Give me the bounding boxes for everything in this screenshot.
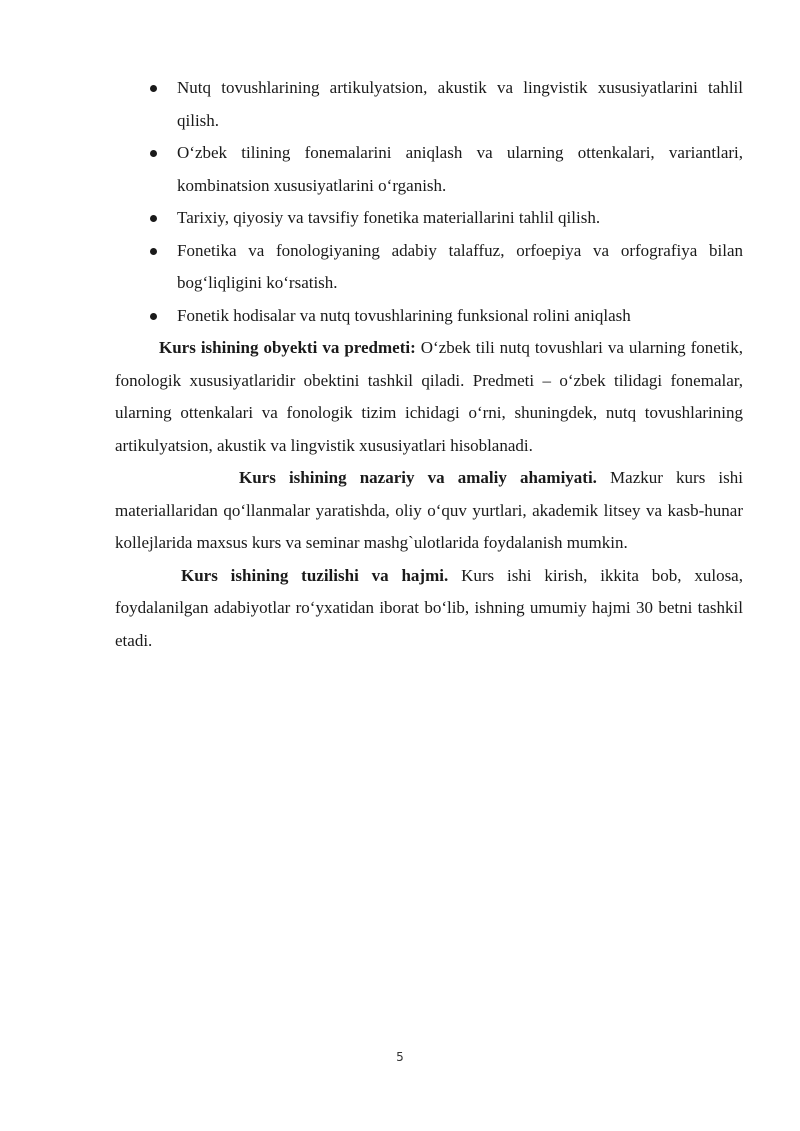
list-item-text: O‘zbek tilining fonemalarini aniqlash va ularning ottenkalari, variantlari, kombinatsion xususiyatlarini o‘rganish. — [177, 143, 743, 195]
list-item — [115, 300, 743, 333]
list-item-text: Fonetik hodisalar va nutq tovushlarining funksional rolini aniqlash — [177, 305, 631, 325]
bullet-icon — [150, 150, 157, 157]
structure-paragraph — [115, 560, 743, 658]
list-item-text: Fonetika va fonologiyaning adabiy talaffuz, orfoepiya va orfografiya bilan bog‘liqligini ko‘rsatish. — [177, 240, 743, 292]
object-text: O‘zbek tili nutq tovushlari va ularning fonetik, fonologik xususiyatlaridir obektini tashkil qiladi. Predmeti – o‘zbek tilidagi fonemalar, ularning ottenkalari va fonologik tizim ichidagi o‘rni, shuningdek, nutq tovushlarining artikulyatsion, akustik va lingvistik xususiyatlari hisoblanadi. — [115, 338, 743, 455]
bullet-icon — [150, 85, 157, 92]
significance-text: Mazkur kurs ishi materiallaridan qo‘llanmalar yaratishda, oliy o‘quv yurtlari, akademik litsey va kasb-hunar kollejlarida maxsus kurs va seminar mashg`ulotlarida foydalanish mumkin. — [115, 468, 743, 552]
significance-paragraph — [115, 462, 743, 560]
bullet-icon — [150, 215, 157, 222]
object-heading: Kurs ishining obyekti va predmeti: — [159, 338, 416, 357]
structure-heading: Kurs ishining tuzilishi va hajmi. — [181, 565, 449, 585]
list-item-text: Tarixiy, qiyosiy va tavsifiy fonetika materiallarini tahlil qilish. — [177, 208, 601, 227]
list-item — [115, 202, 743, 235]
structure-text: Kurs ishi kirish, ikkita bob, xulosa, foydalanilgan adabiyotlar ro‘yxatidan iborat bo‘lib, ishning umumiy hajmi 30 betni tashkil etadi. — [115, 565, 743, 650]
object-paragraph — [115, 332, 743, 462]
list-item — [115, 235, 743, 300]
objectives-list — [115, 72, 743, 332]
significance-heading: Kurs ishining nazariy va amaliy ahamiyati. — [239, 468, 597, 487]
list-item — [115, 72, 743, 137]
bullet-icon — [150, 248, 157, 255]
list-item-text: Nutq tovushlarining artikulyatsion, akustik va lingvistik xususiyatlarini tahlil qilish. — [177, 78, 743, 130]
document-page — [115, 72, 743, 657]
list-item — [115, 137, 743, 202]
bullet-icon — [150, 313, 157, 320]
page-number: 5 — [396, 1050, 404, 1064]
